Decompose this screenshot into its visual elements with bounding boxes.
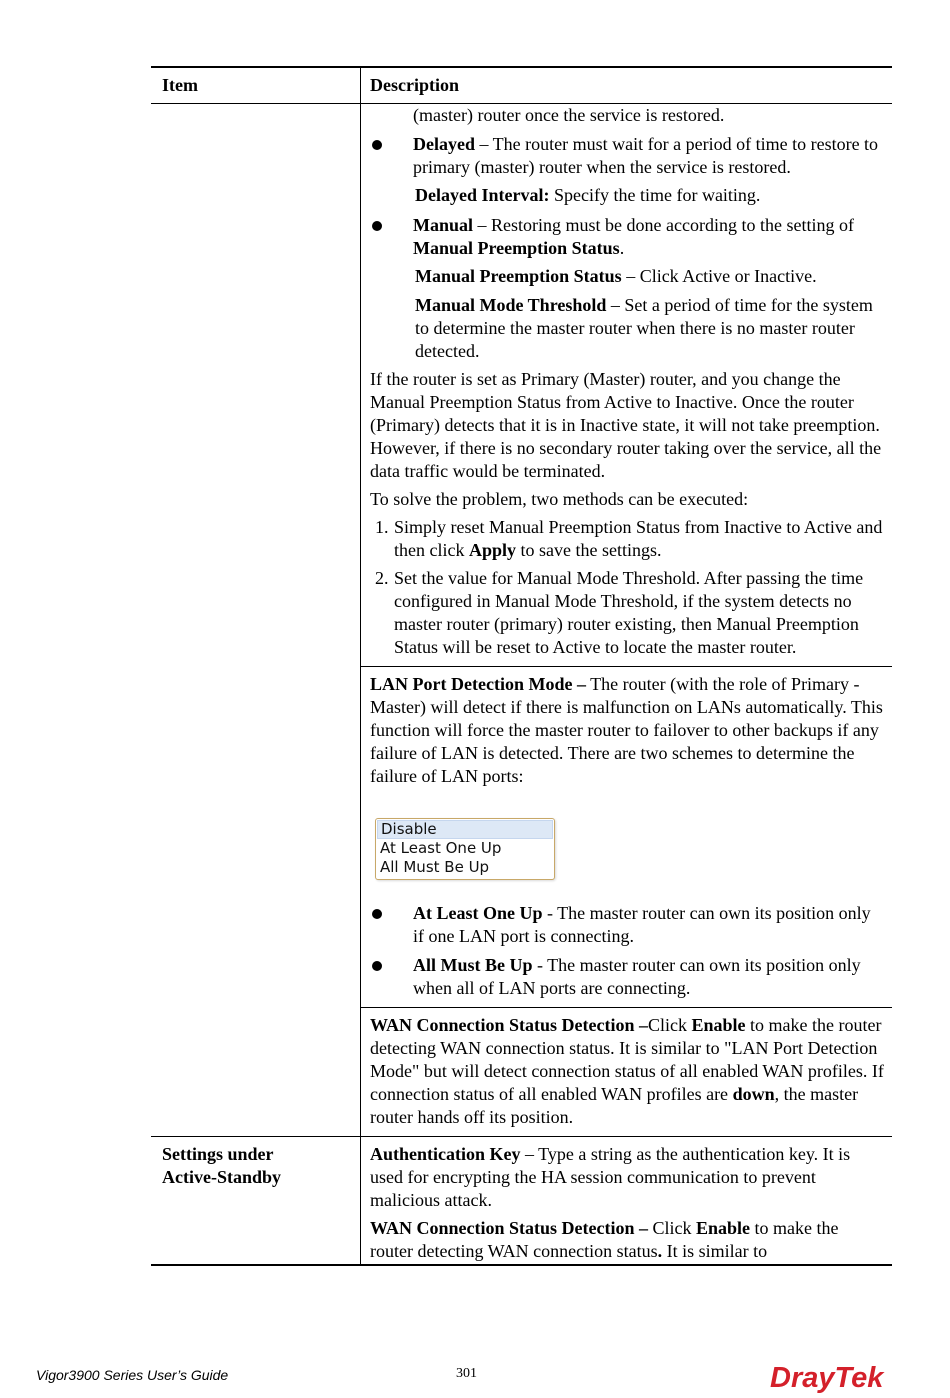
mps-text: – Click Active or Inactive.: [621, 266, 817, 286]
wan-text-a: Click: [648, 1015, 692, 1035]
header-description: Description: [370, 75, 459, 95]
delayed-title: Delayed: [413, 134, 475, 154]
bullet-all-must-be-up: [370, 954, 884, 1000]
down-ref: down: [732, 1084, 775, 1104]
page-number: 301: [456, 1366, 477, 1381]
intro-text: (master) router once the service is restored.: [413, 105, 725, 125]
header-item: Item: [151, 68, 361, 103]
bullet-icon: [372, 961, 382, 971]
lan-detection-mode-listbox[interactable]: [375, 818, 555, 880]
description-cell: [361, 104, 892, 667]
bullet-icon: [372, 221, 382, 231]
wan-detection-text: [370, 1217, 884, 1263]
manual-title: Manual: [413, 215, 474, 235]
listbox-option-at-least-one-up[interactable]: At Least One Up: [380, 839, 502, 857]
lan-detection-title: LAN Port Detection Mode –: [370, 674, 586, 694]
item-settings-active-standby: Settings under Active-Standby: [162, 1144, 282, 1187]
auth-key-desc: – Type a string as the authentication key. It is used for encrypting the HA session communication to prevent malicious attack.: [370, 1144, 851, 1210]
bullet-manual: [370, 214, 884, 260]
item-cell-empty: [151, 1008, 361, 1137]
wan-detection-text: [370, 1014, 884, 1129]
mps-label: Manual Preemption Status: [415, 266, 622, 286]
b2-title: All Must Be Up: [413, 955, 533, 975]
item-cell-empty: [151, 667, 361, 1008]
wan-text-a: Click: [648, 1218, 696, 1238]
step1-text-a: Simply reset Manual Preemption Status from Inactive to Active and then click: [394, 517, 883, 560]
table-header: [151, 66, 892, 104]
auth-key-text: [370, 1143, 884, 1212]
enable-ref: Enable: [691, 1015, 746, 1035]
wan-text-c: It is similar to: [662, 1241, 768, 1261]
table-row: [151, 667, 892, 1008]
manual-mode-threshold: [370, 294, 884, 363]
b1-title: At Least One Up: [413, 903, 543, 923]
bullet-icon: [372, 140, 382, 150]
auth-key-title: Authentication Key: [370, 1144, 521, 1164]
listbox-option-disable[interactable]: Disable: [377, 820, 553, 839]
step-number: 2.: [375, 568, 389, 588]
bullet-delayed: [370, 133, 884, 179]
manual-status-ref: Manual Preemption Status: [413, 238, 620, 258]
wan-text-b: to make the router detecting WAN connection status: [370, 1218, 839, 1261]
wan-detection-title: WAN Connection Status Detection –: [370, 1218, 648, 1238]
manual-end: .: [619, 238, 625, 258]
delayed-interval: [370, 184, 884, 207]
delayed-interval-label: Delayed Interval:: [415, 185, 550, 205]
wan-text-b: to make the router detecting WAN connection status. It is similar to "LAN Port Detection Mode" but will detect connection status of all enabled WAN profiles. If connection status of all enabled WAN profiles are: [370, 1015, 884, 1104]
item-cell: [151, 1137, 361, 1264]
step2-text: Set the value for Manual Mode Threshold. After passing the time configured in Manual Mode Threshold, if the system detects no master router (primary) router existing, then Manual Preemption Status will be reset to Active to locate the master router.: [394, 568, 864, 657]
table-row: [151, 104, 892, 667]
footer-guide-title: Vigor3900 Series User’s Guide: [36, 1367, 229, 1383]
lan-detection-desc: The router (with the role of Primary - Master) will detect if there is malfunction on LANs automatically. This function will force the master router to failover to other backups if any failure of LAN is detected. There are two schemes to determine the failure of LAN ports:: [370, 674, 883, 786]
wan-dot: .: [657, 1241, 663, 1261]
bullet-icon: [372, 909, 382, 919]
b1-text: - The master router can own its position only if one LAN port is connecting.: [413, 903, 871, 946]
manual-text: – Restoring must be done according to the setting of: [473, 215, 854, 235]
step-number: 1.: [375, 517, 389, 537]
mmt-text: – Set a period of time for the system to determine the master router when there is no master router detected.: [415, 295, 873, 361]
description-cell: [361, 1137, 892, 1264]
table-row: [151, 1137, 892, 1266]
wan-detection-title: WAN Connection Status Detection –: [370, 1015, 648, 1035]
b2-text: - The master router can own its position only when all of LAN ports are connecting.: [413, 955, 861, 998]
item-cell-empty: [151, 104, 361, 667]
bullet-at-least-one-up: [370, 902, 884, 948]
paragraph: If the router is set as Primary (Master) router, and you change the Manual Preemption Status from Active to Inactive. Once the router (Primary) detects that it is in Inactive state, it will not take preemption. However, if there is no secondary router taking over the service, all the data traffic would be terminated.: [370, 369, 882, 481]
manual-preemption-status: [370, 265, 884, 288]
delayed-interval-text: Specify the time for waiting.: [549, 185, 761, 205]
listbox-option-all-must-be-up[interactable]: All Must Be Up: [380, 858, 490, 876]
step-1: [370, 516, 884, 562]
description-cell: [361, 667, 892, 1008]
apply-ref: Apply: [468, 540, 517, 560]
description-table: [151, 66, 892, 1266]
step-2: [370, 567, 884, 659]
wan-text-c: , the master router hands off its position.: [370, 1084, 859, 1127]
lan-detection-text: [370, 673, 884, 788]
step1-text-b: to save the settings.: [516, 540, 662, 560]
draytek-logo: [770, 1360, 896, 1394]
paragraph: To solve the problem, two methods can be executed:: [370, 489, 749, 509]
enable-ref: Enable: [696, 1218, 751, 1238]
delayed-text: – The router must wait for a period of time to restore to primary (master) router when the service is restored.: [413, 134, 879, 177]
table-row: [151, 1008, 892, 1137]
logo-text: DrayTek: [770, 1362, 884, 1394]
description-cell: [361, 1008, 892, 1137]
mmt-label: Manual Mode Threshold: [415, 295, 607, 315]
